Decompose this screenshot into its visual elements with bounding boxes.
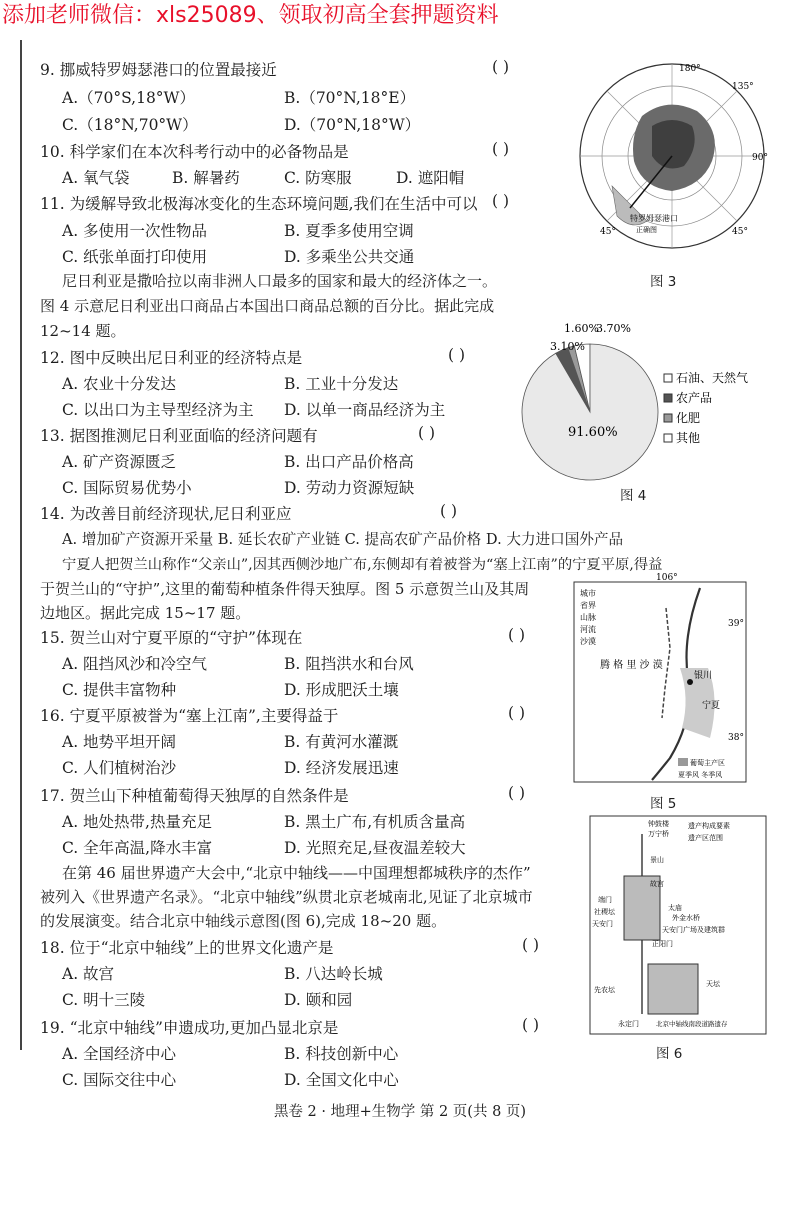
question-11-option-c[interactable]: C. 纸张单面打印使用 xyxy=(62,248,208,266)
figure-4-pie-chart xyxy=(520,320,782,488)
question-9-option-b[interactable]: B.（70°N,18°E） xyxy=(284,89,416,107)
label-taimiao: 太庙 xyxy=(668,904,682,912)
lon-label: 106° xyxy=(656,573,678,583)
passage-axis-line1: 在第 46 届世界遗产大会中,“北京中轴线——中国理想都城秩序的杰作” xyxy=(62,864,531,882)
figure-4-caption: 图 4 xyxy=(620,488,647,504)
figure-6-caption: 图 6 xyxy=(656,1046,683,1062)
question-16-option-b[interactable]: B. 有黄河水灌溉 xyxy=(284,733,399,751)
label-wanning-bridge: 万宁桥 xyxy=(648,830,669,838)
question-18-blank[interactable]: ( ) xyxy=(522,936,540,954)
question-11-option-d[interactable]: D. 多乘坐公共交通 xyxy=(284,248,415,266)
question-12-option-a[interactable]: A. 农业十分发达 xyxy=(62,375,177,393)
label-south-road: 北京中轴线南段道路遗存 xyxy=(656,1020,728,1028)
legend-river: 河流 xyxy=(580,625,596,634)
pie-slice-0 xyxy=(522,344,658,480)
question-14-stem: 14. 为改善目前经济现状,尼日利亚应 xyxy=(40,505,292,523)
question-19-option-a[interactable]: A. 全国经济中心 xyxy=(62,1045,177,1063)
question-19-stem: 19. “北京中轴线”申遗成功,更加凸显北京是 xyxy=(40,1019,339,1037)
question-15-option-a[interactable]: A. 阻挡风沙和冷空气 xyxy=(62,655,208,673)
question-17-blank[interactable]: ( ) xyxy=(508,784,526,802)
label-zhengyangmen: 正阳门 xyxy=(652,940,673,948)
question-18-option-b[interactable]: B. 八达岭长城 xyxy=(284,965,383,983)
label-tromso: 特罗姆瑟港口 xyxy=(630,214,678,223)
question-9-option-d[interactable]: D.（70°N,18°W） xyxy=(284,116,421,134)
label-sheji: 社稷坛 xyxy=(594,908,615,916)
question-12-option-c[interactable]: C. 以出口为主导型经济为主 xyxy=(62,401,254,419)
question-17-option-c[interactable]: C. 全年高温,降水丰富 xyxy=(62,839,213,857)
label-45-right: 45° xyxy=(732,227,748,237)
label-extra: 正确图 xyxy=(636,226,657,234)
question-19-option-b[interactable]: B. 科技创新中心 xyxy=(284,1045,399,1063)
pie-label-fert: 1.60% xyxy=(564,322,599,335)
legend-desert: 沙漠 xyxy=(580,637,596,646)
question-12-blank[interactable]: ( ) xyxy=(448,346,466,364)
map-frame xyxy=(574,582,746,782)
question-19-blank[interactable]: ( ) xyxy=(522,1016,540,1034)
desert-label: 腾 格 里 沙 漠 xyxy=(600,660,663,671)
legend-oil: 石油、天然气 xyxy=(676,371,749,385)
yinchuan-label: 银川 xyxy=(694,671,713,681)
passage-nigeria-line2: 图 4 示意尼日利亚出口商品占本国出口商品总额的百分比。据此完成 xyxy=(40,297,495,315)
question-13-stem: 13. 据图推测尼日利亚面临的经济问题有 xyxy=(40,427,318,445)
question-10-option-a[interactable]: A. 氧气袋 xyxy=(62,169,130,187)
question-17-option-a[interactable]: A. 地处热带,热量充足 xyxy=(62,813,212,831)
question-13-blank[interactable]: ( ) xyxy=(418,424,436,442)
figure-5-helan-map xyxy=(570,568,750,788)
question-19-option-d[interactable]: D. 全国文化中心 xyxy=(284,1071,399,1089)
grape-swatch xyxy=(678,758,688,766)
figure-3-caption: 图 3 xyxy=(650,274,677,290)
pie-label-oil: 91.60% xyxy=(568,425,618,440)
question-15-option-c[interactable]: C. 提供丰富物种 xyxy=(62,681,177,699)
question-10-stem: 10. 科学家们在本次科考行动中的必备物品是 xyxy=(40,143,349,161)
question-9-blank[interactable]: ( ) xyxy=(492,58,510,76)
lat38-label: 38° xyxy=(728,733,744,743)
question-14-options[interactable]: A. 增加矿产资源开采量 B. 延长农矿产业链 C. 提高农矿产品价格 D. 大力进口国外产品 xyxy=(62,531,624,548)
question-18-option-d[interactable]: D. 颐和园 xyxy=(284,991,353,1009)
question-16-option-a[interactable]: A. 地势平坦开阔 xyxy=(62,733,177,751)
legend-other: 其他 xyxy=(676,431,701,445)
question-15-option-b[interactable]: B. 阻挡洪水和台风 xyxy=(284,655,414,673)
question-13-option-b[interactable]: B. 出口产品价格高 xyxy=(284,453,414,471)
question-12-option-b[interactable]: B. 工业十分发达 xyxy=(284,375,399,393)
label-gugong: 故宫 xyxy=(650,880,664,888)
question-15-blank[interactable]: ( ) xyxy=(508,626,526,644)
question-18-option-a[interactable]: A. 故宫 xyxy=(62,965,115,983)
question-10-option-c[interactable]: C. 防寒服 xyxy=(284,169,352,187)
passage-helan-line1: 宁夏人把贺兰山称作“父亲山”,因其西侧沙地广布,东侧却有着被誉为“塞上江南”的宁夏平原,得益 xyxy=(62,557,663,573)
temple-area xyxy=(648,964,698,1014)
legend-border: 省界 xyxy=(580,601,596,610)
question-11-option-b[interactable]: B. 夏季多使用空调 xyxy=(284,222,414,240)
watermark-banner: 添加老师微信：xls25089、领取初高全套押题资料 xyxy=(2,3,499,28)
question-15-option-d[interactable]: D. 形成肥沃土壤 xyxy=(284,681,399,699)
label-180: 180° xyxy=(679,64,701,74)
label-45-left: 45° xyxy=(600,227,616,237)
question-12-option-d[interactable]: D. 以单一商品经济为主 xyxy=(284,401,446,419)
label-135: 135° xyxy=(732,82,754,92)
label-jingshan: 景山 xyxy=(650,856,664,864)
question-10-option-b[interactable]: B. 解暑药 xyxy=(172,169,240,187)
label-90: 90° xyxy=(752,153,768,163)
label-tiananmen: 天安门 xyxy=(592,920,613,928)
label-jinshui-bridge: 外金水桥 xyxy=(672,914,700,922)
question-18-stem: 18. 位于“北京中轴线”上的世界文化遗产是 xyxy=(40,939,334,957)
question-18-option-c[interactable]: C. 明十三陵 xyxy=(62,991,146,1009)
question-11-option-a[interactable]: A. 多使用一次性物品 xyxy=(62,222,208,240)
question-13-option-a[interactable]: A. 矿产资源匮乏 xyxy=(62,453,177,471)
label-xiannong: 先农坛 xyxy=(594,986,615,994)
figure-6-axis-map xyxy=(588,814,768,1036)
question-16-option-c[interactable]: C. 人们植树治沙 xyxy=(62,759,177,777)
ningxia-label: 宁夏 xyxy=(702,701,721,711)
question-13-option-c[interactable]: C. 国际贸易优势小 xyxy=(62,479,192,497)
passage-nigeria-line3: 12~14 题。 xyxy=(40,322,126,340)
wind-label: 夏季风 冬季风 xyxy=(678,771,723,779)
question-16-option-d[interactable]: D. 经济发展迅速 xyxy=(284,759,399,777)
passage-helan-line3: 边地区。据此完成 15~17 题。 xyxy=(40,604,251,622)
question-16-blank[interactable]: ( ) xyxy=(508,704,526,722)
figure-3-polar-map xyxy=(572,56,772,256)
figure-5-caption: 图 5 xyxy=(650,796,677,812)
question-12-stem: 12. 图中反映出尼日利亚的经济特点是 xyxy=(40,349,303,367)
label-tiantan: 天坛 xyxy=(706,980,720,988)
passage-axis-line2: 被列入《世界遗产名录》。“北京中轴线”纵贯北京老城南北,见证了北京城市 xyxy=(40,888,533,906)
question-11-blank[interactable]: ( ) xyxy=(492,192,510,210)
question-10-blank[interactable]: ( ) xyxy=(492,140,510,158)
legend-agri: 农产品 xyxy=(676,391,713,405)
page-footer: 黑卷 2 · 地理+生物学 第 2 页(共 8 页) xyxy=(273,1104,527,1120)
legend-area: 遗产区范围 xyxy=(688,834,723,842)
question-19-option-c[interactable]: C. 国际交往中心 xyxy=(62,1071,177,1089)
label-drum-tower: 钟鼓楼 xyxy=(648,820,669,828)
lat39-label: 39° xyxy=(728,619,744,629)
legend-swatch-other xyxy=(664,434,672,442)
passage-nigeria-line1: 尼日利亚是撒哈拉以南非洲人口最多的国家和最大的经济体之一。 xyxy=(62,272,498,290)
page-margin-line xyxy=(20,40,22,1050)
label-yongdingmen: 永定门 xyxy=(618,1020,639,1028)
pie-label-other: 3.70% xyxy=(596,322,631,335)
pie-label-agri: 3.10% xyxy=(550,340,585,353)
question-14-blank[interactable]: ( ) xyxy=(440,502,458,520)
label-square: 天安门广场及建筑群 xyxy=(662,926,725,934)
grape-label: 葡萄主产区 xyxy=(690,759,725,767)
question-17-option-b[interactable]: B. 黑土广布,有机质含量高 xyxy=(284,813,466,831)
question-16-stem: 16. 宁夏平原被誉为“塞上江南”,主要得益于 xyxy=(40,707,339,725)
pie-legend xyxy=(664,370,748,445)
question-13-option-d[interactable]: D. 劳动力资源短缺 xyxy=(284,479,415,497)
question-9-option-a[interactable]: A.（70°S,18°W） xyxy=(62,89,195,107)
legend-swatch-oil xyxy=(664,374,672,382)
legend-city: 城市 xyxy=(580,589,596,598)
passage-axis-line3: 的发展演变。结合北京中轴线示意图(图 6),完成 18~20 题。 xyxy=(40,912,447,930)
question-9-option-c[interactable]: C.（18°N,70°W） xyxy=(62,116,198,134)
map-legend xyxy=(580,588,596,646)
question-9-stem: 9. 挪威特罗姆瑟港口的位置最接近 xyxy=(40,61,277,79)
label-duanmen: 端门 xyxy=(598,896,612,904)
legend-fert: 化肥 xyxy=(676,411,701,425)
question-10-option-d[interactable]: D. 遮阳帽 xyxy=(396,169,465,187)
legend-swatch-fert xyxy=(664,414,672,422)
legend-swatch-agri xyxy=(664,394,672,402)
question-17-stem: 17. 贺兰山下种植葡萄得天独厚的自然条件是 xyxy=(40,787,349,805)
question-11-stem: 11. 为缓解导致北极海冰变化的生态环境问题,我们在生活中可以 xyxy=(40,195,478,213)
legend-mountain: 山脉 xyxy=(580,613,596,622)
question-17-option-d[interactable]: D. 光照充足,昼夜温差较大 xyxy=(284,839,466,857)
yinchuan-dot xyxy=(687,679,693,685)
legend-element: 遗产构成要素 xyxy=(688,822,730,830)
passage-helan-line2: 于贺兰山的“守护”,这里的葡萄种植条件得天独厚。图 5 示意贺兰山及其周 xyxy=(40,580,530,598)
question-15-stem: 15. 贺兰山对宁夏平原的“守护”体现在 xyxy=(40,629,303,647)
